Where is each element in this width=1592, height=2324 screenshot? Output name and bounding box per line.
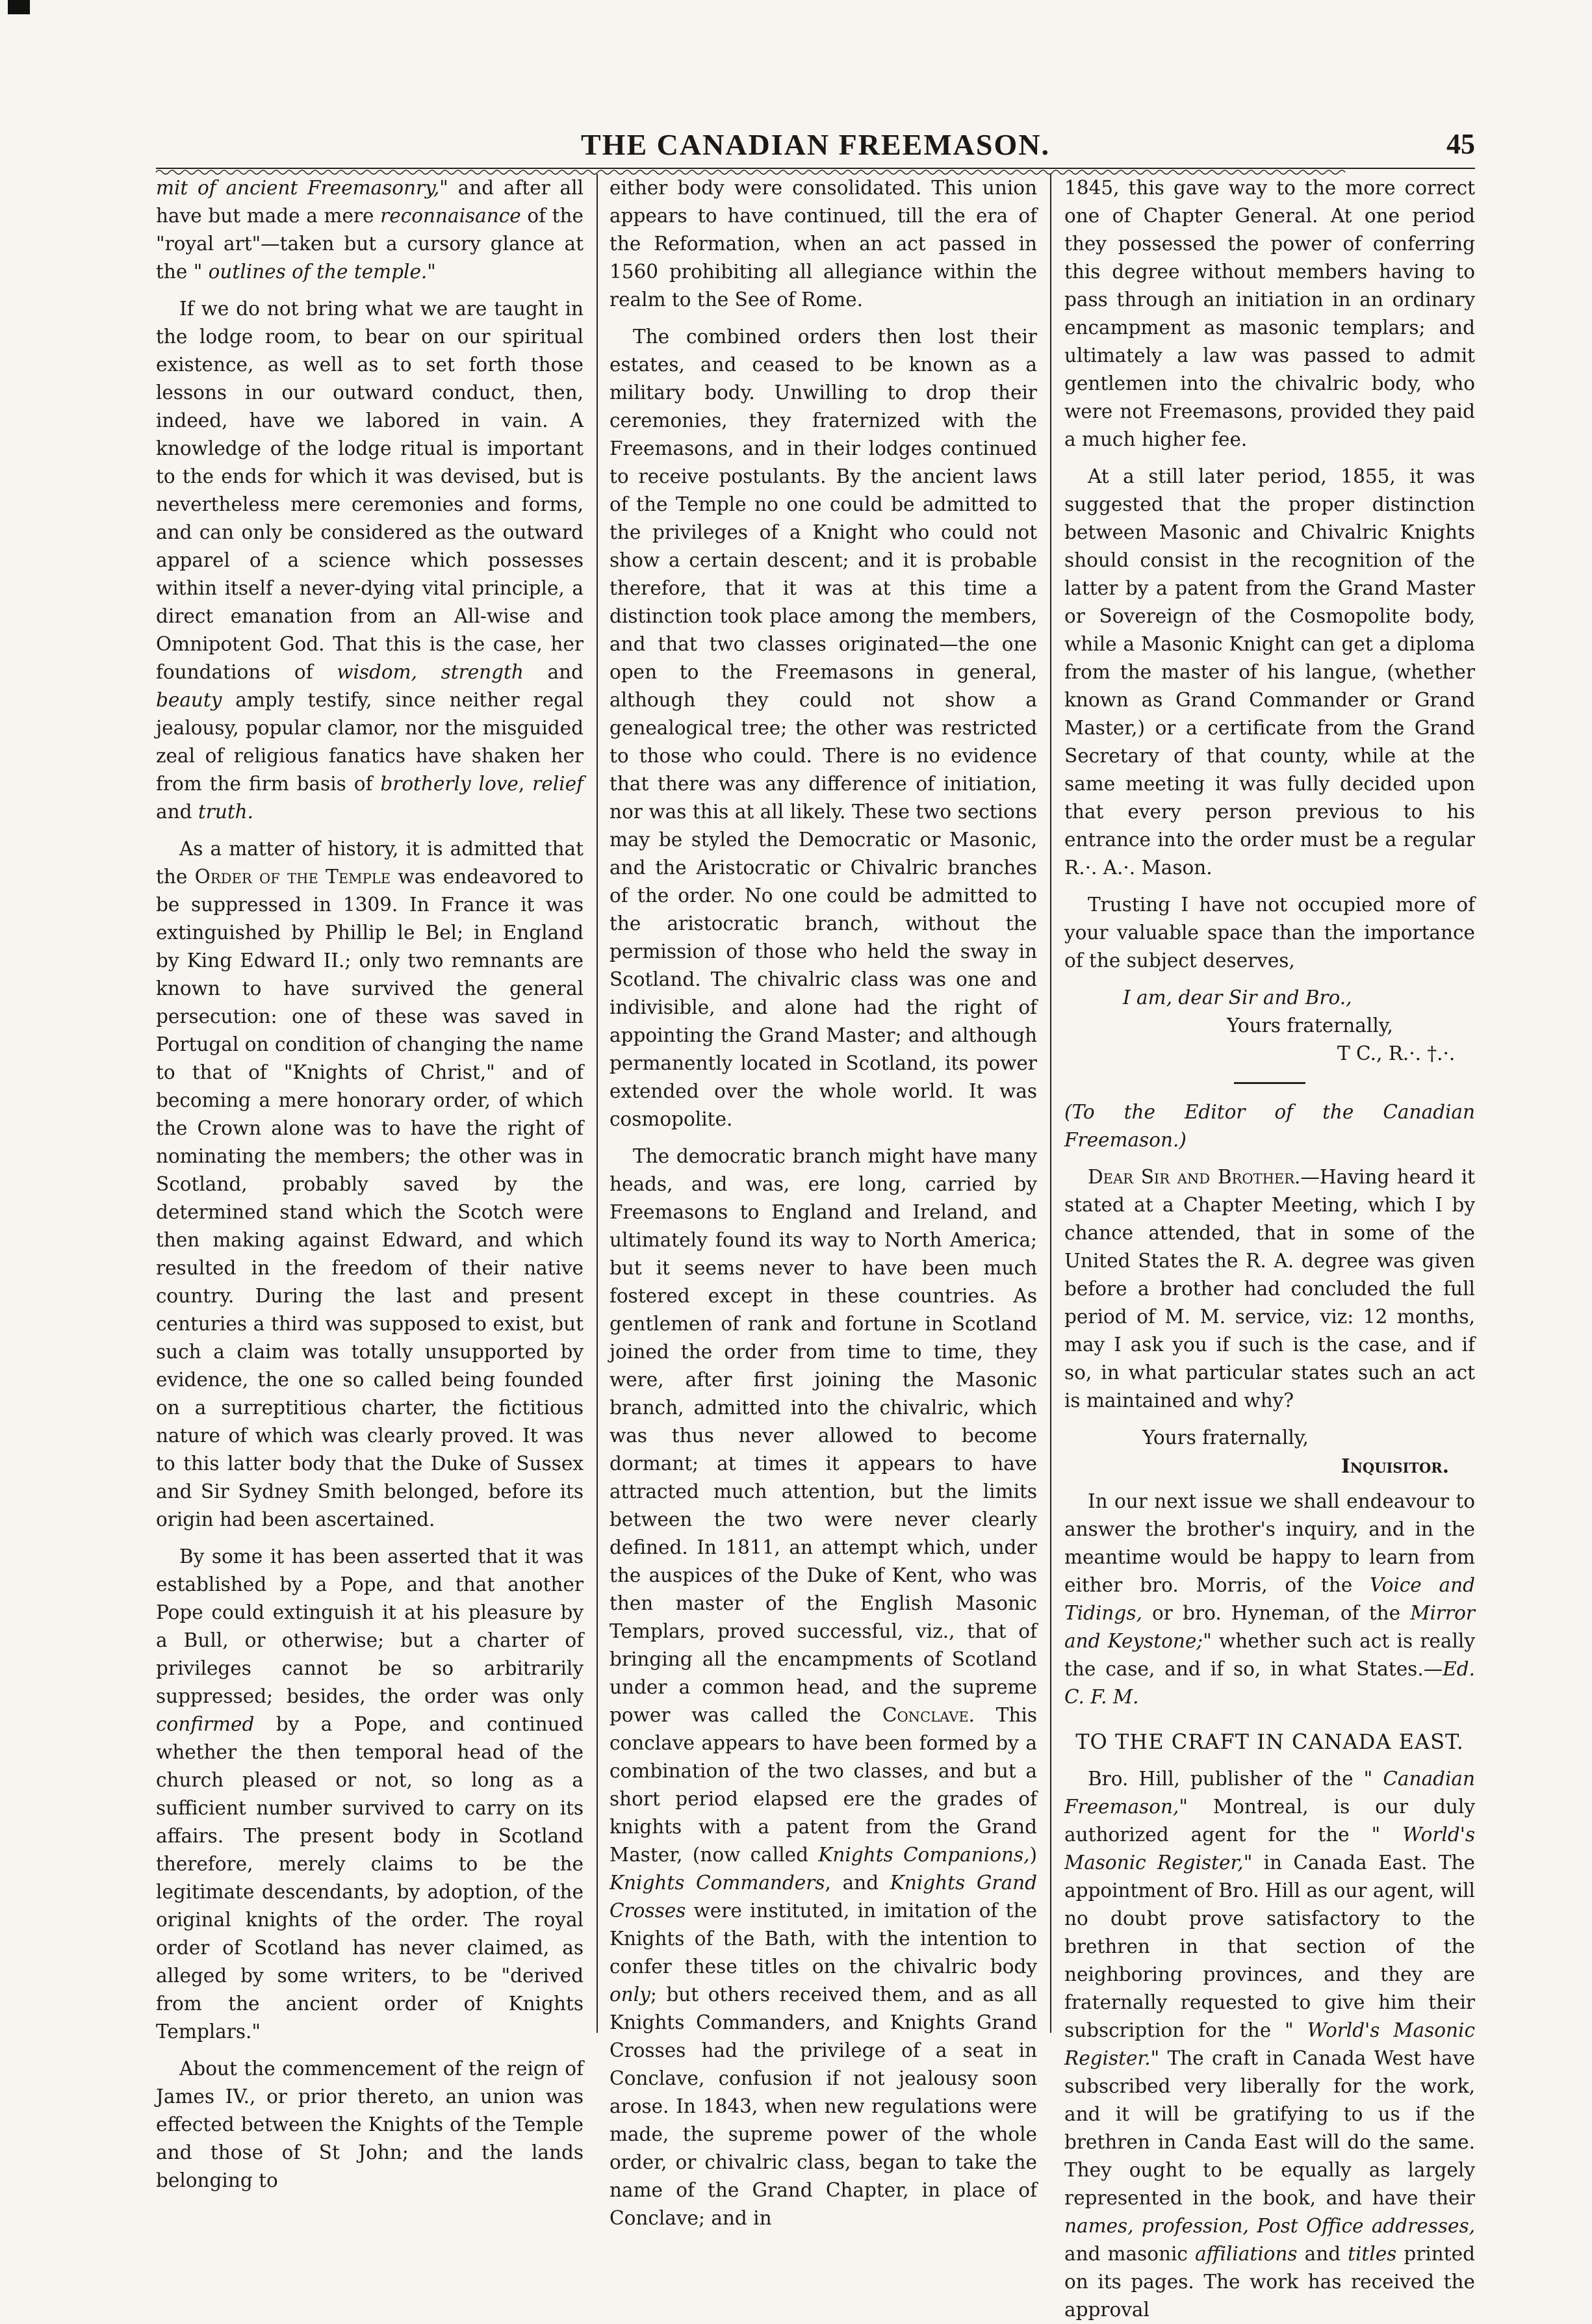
editor-note: (To the Editor of the Canadian Freemason.): [1064, 1101, 1475, 1151]
paragraph: 1845, this gave way to the more correct one of Chapter General. At one period they possessed the power of conferring this degree without members having to pass through an initiation in an ordinary encampment as masonic templars; and ultimately a law was passed to admit gentlemen into the chivalric body, who were not Freemasons, provided they paid a much higher fee.: [1064, 177, 1475, 450]
corner-ink-mark: [8, 0, 30, 14]
letter-signature: T C., R.·. †.·.: [1337, 1042, 1456, 1065]
paragraph: At a still later period, 1855, it was suggested that the proper distinction between Masonic and Chivalric Knights should consist in the recognition of the latter by a patent from the Grand Master or Sovereign of the Cosmopolite body, while a Masonic Knight can get a diploma from the master of his langue, (whether known as Grand Commander or Grand Master,) or a certificate from the Grand Secretary of that county, while at the same meeting it was fully decided upon that every person previous to his entrance into the order must be a regular R.·. A.·. Mason.: [1064, 465, 1475, 879]
paragraph: Dear Sir and Brother.—Having heard it stated at a Chapter Meeting, which I by chance attended, that in some of the United States the R. A. degree was given before a brother had concluded the full period of M. M. service, viz: 12 months, may I ask you if such is the case, and if so, in what particular states such an act is maintained and why?: [1064, 1166, 1475, 1412]
paragraph: If we do not bring what we are taught in the lodge room, to bear on our spiritual existence, as well as to set forth those lessons in our outward conduct, then, indeed, have we labored in vain. A knowledge of the lodge ritual is important to the ends for which it was devised, but is nevertheless mere ceremonies and forms, and can only be considered as the outward apparel of a science which possesses within itself a never-dying vital principle, a direct emanation from an All-wise and Omnipotent God. That this is the case, her foundations of wisdom, strength and beauty amply testify, since neither regal jealousy, popular clamor, nor the misguided zeal of religious fanatics have shaken her from the firm basis of brotherly love, relief and truth.: [156, 298, 584, 823]
paragraph: either body were consolidated. This union appears to have continued, till the era of the Reformation, when an act passed in 1560 prohibiting all allegiance within the realm to the See of Rome.: [610, 177, 1037, 311]
section-divider: [1234, 1082, 1305, 1084]
paragraph: About the commencement of the reign of James IV., or prior thereto, an union was effected between the Knights of the Temple and those of St John; and the lands belonging to: [156, 2058, 584, 2191]
header-wavy-rule: [156, 166, 1475, 175]
paragraph: The combined orders then lost their estates, and ceased to be known as a military body. Unwilling to drop their ceremonies, they fraternized with the Freemasons, and in their lodges continued to receive postulants. By the ancient laws of the Temple no one could be admitted to the privileges of a Knight who could not show a certain descent; and it is probable therefore, that it was at this time a distinction took place among the members, and that two classes originated—the one open to the Freemasons in general, although they could not show a genealogical tree; the other was restricted to those who could. There is no evidence that there was any difference of initiation, nor was this at all likely. These two sections may be styled the Democratic or Masonic, and the Aristocratic or Chivalric branches of the order. No one could be admitted to the aristocratic branch, without the permission of those who held the sway in Scotland. The chivalric class was one and indivisible, and alone had the right of appointing the Grand Master; and although permanently located in Scotland, its power extended over the whole world. It was cosmopolite.: [610, 326, 1037, 1130]
paragraph: Bro. Hill, publisher of the " Canadian Freemason," Montreal, is our duly authorized agent for the " World's Masonic Register," in Canada East. The appointment of Bro. Hill as our agent, will no doubt prove satisfactory to the brethren in that section of the neighboring provinces, and they are fraternally requested to give him their subscription for the " World's Masonic Register." The craft in Canada West have subscribed very liberally for the work, and it will be gratifying to us if the brethren in Canda East will do the same. They ought to be equally as largely represented in the book, and have their names, profession, Post Office addresses, and masonic affiliations and titles printed on its pages. The work has received the approval: [1064, 1768, 1475, 2321]
running-title: THE CANADIAN FREEMASON.: [581, 128, 1050, 161]
page-header: [156, 127, 1475, 166]
column-3: [1064, 174, 1476, 2321]
article-columns: [156, 174, 1476, 2321]
column-1: [156, 174, 584, 2191]
letter-closing: Yours fraternally,: [1227, 1014, 1393, 1037]
paragraph: In our next issue we shall endeavour to answer the brother's inquiry, and in the meantime would be happy to learn from either bro. Morris, of the Voice and Tidings, or bro. Hyneman, of the Mirror and Keystone;" whether such act is really the case, and if so, in what States.—Ed. C. F. M.: [1064, 1490, 1476, 1708]
section-heading: TO THE CRAFT IN CANADA EAST.: [1075, 1729, 1464, 1754]
page-number: 45: [1446, 128, 1475, 160]
paragraph: Trusting I have not occupied more of your valuable space than the importance of the subject deserves,: [1064, 894, 1475, 972]
column-rule-1: [597, 174, 598, 2033]
paragraph: The democratic branch might have many heads, and was, ere long, carried by Freemasons to England and Ireland, and ultimately found its way to North America; but it seems never to have been much fostered except in these countries. As gentlemen of rank and fortune in Scotland joined the order from time to time, they were, after first joining the Masonic branch, admitted into the chivalric, which was thus never allowed to become dormant; at times it appears to have attracted much attention, but the limits between the two were never clearly defined. In 1811, an attempt which, under the auspices of the Duke of Kent, who was then master of the English Masonic Templars, proved successful, viz., that of bringing all the encampments of Scotland under a common head, and the supreme power was called the Conclave. This conclave appears to have been formed by a combination of the two classes, and but a short period elapsed ere the grades of knights with a patent from the Grand Master, (now called Knights Companions,) Knights Commanders, and Knights Grand Crosses were instituted, in imitation of the Knights of the Bath, with the intention to confer these titles on the chivalric body only; but others received them, and as all Knights Commanders, and Knights Grand Crosses had the privilege of a seat in Conclave, confusion if not jealousy soon arose. In 1843, when new regulations were made, the supreme power of the whole order, or chivalric class, began to take the name of the Grand Chapter, in place of Conclave; and in: [610, 1145, 1037, 2229]
letter-signer: Inquisitor.: [1341, 1454, 1449, 1477]
letter-closing: I am, dear Sir and Bro.,: [1123, 987, 1352, 1009]
column-rule-2: [1050, 174, 1051, 2033]
paragraph: As a matter of history, it is admitted that the Order of the Temple was endeavored to be suppressed in 1309. In France it was extinguished by Phillip le Bel; in England by King Edward II.; only two remnants are known to have survived the general persecution: one of these was saved in Portugal on condition of changing the name to that of "Knights of Christ," and of becoming a mere honorary order, of which the Crown alone was to have the right of nominating the members; the other was in Scotland, probably saved by the determined stand which the Scotch were then making against Edward, and which resulted in the freedom of their native country. During the last and present centuries a third was supposed to exist, but such a claim was totally unsupported by evidence, the one so called being founded on a surreptitious charter, the fictitious nature of which was clearly proved. It was to this latter body that the Duke of Sussex and Sir Sydney Smith belonged, before its origin had been ascertained.: [156, 838, 584, 1530]
column-2: [610, 174, 1037, 2229]
paragraph: mit of ancient Freemasonry," and after all have but made a mere reconnaisance of the "royal art"—taken but a cursory glance at the " outlines of the temple.": [156, 177, 584, 283]
letter-signoff: Yours fraternally,: [1142, 1427, 1309, 1449]
paragraph: By some it has been asserted that it was established by a Pope, and that another Pope could extinguish it at his pleasure by a Bull, or otherwise; but a charter of privileges cannot be so arbitrarily suppressed; besides, the order was only confirmed by a Pope, and continued whether the then temporal head of the church pleased or not, so long as a sufficient number survived to carry on its affairs. The present body in Scotland therefore, merely claims to be the legitimate descendants, by adoption, of the original knights of the order. The royal order of Scotland has never claimed, as alleged by some writers, to be "derived from the ancient order of Knights Templars.": [156, 1545, 584, 2043]
